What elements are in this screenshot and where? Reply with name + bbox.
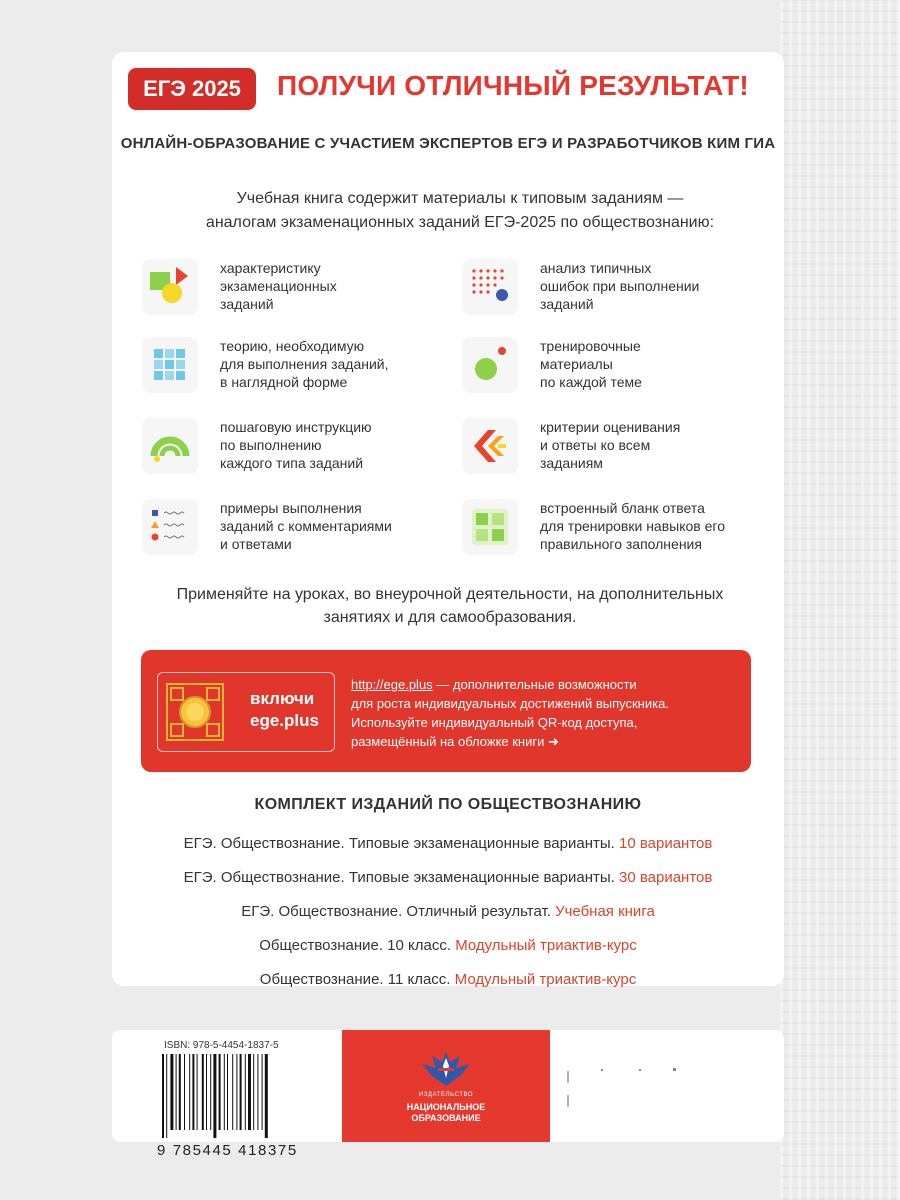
- feature-text: анализ типичных ошибок при выполнении заданий: [540, 260, 700, 312]
- barcode-bar: [227, 1054, 228, 1130]
- circles-icon: [462, 337, 518, 393]
- kit-item-title: Обществознание. 10 класс.: [259, 937, 456, 954]
- publisher-caption: ИЗДАТЕЛЬСТВО: [418, 1092, 474, 1098]
- feature-text: характеристику экзаменационных заданий: [220, 260, 337, 312]
- grid-icon: [142, 337, 198, 393]
- barcode-bar: [192, 1054, 194, 1130]
- barcode-bar: [176, 1054, 177, 1130]
- feature-item: [462, 259, 782, 319]
- barcode-bar: [202, 1054, 204, 1130]
- desc-line-1: — дополнительные возможности: [432, 677, 637, 692]
- feature-text: теорию, необходимую для выполнения заданий, в наглядной форме: [220, 338, 389, 390]
- usage-text: [130, 583, 770, 629]
- barcode-bar: [170, 1054, 173, 1130]
- form-icon: [462, 499, 518, 555]
- feature-text: встроенный бланк ответа для тренировки навыков его правильного заполнения: [540, 500, 725, 552]
- kit-item-accent: Модульный триактив-курс: [455, 937, 637, 954]
- kit-item: [112, 869, 784, 886]
- barcode-number: 9 785445 418375: [157, 1142, 298, 1159]
- dots-icon: [462, 259, 518, 315]
- kit-item: [112, 937, 784, 954]
- barcode-bar: [262, 1054, 263, 1130]
- kit-item-title: ЕГЭ. Обществознание. Отличный результат.: [241, 903, 556, 920]
- barcode-bar: [265, 1054, 268, 1138]
- barcode-bar: [206, 1054, 207, 1130]
- publisher-block: [342, 1030, 550, 1142]
- barcode-bar: [197, 1054, 198, 1130]
- ege-plus-label: [250, 688, 319, 732]
- shapes-icon: [142, 259, 198, 315]
- barcode-bar: [245, 1054, 246, 1130]
- intro-line-2: аналогам экзаменационных заданий ЕГЭ-2025 по обществознанию:: [205, 214, 715, 231]
- barcode-bar: [210, 1054, 211, 1130]
- feature-text: критерии оценивания и ответы ко всем заданиям: [540, 419, 681, 471]
- kit-item-title: ЕГЭ. Обществознание. Типовые экзаменационные варианты.: [183, 869, 619, 886]
- feature-item: [462, 499, 782, 559]
- ege-plus-banner: [141, 650, 751, 772]
- feature-text: примеры выполнения заданий с комментариями и ответами: [220, 500, 392, 552]
- barcode-bar: [253, 1054, 254, 1130]
- kit-item-title: Обществознание. 11 класс.: [259, 971, 455, 988]
- exam-year-badge: ЕГЭ 2025: [128, 68, 256, 110]
- ege-plus-logo-box: [157, 672, 335, 752]
- eagle-logo-icon: [416, 1048, 476, 1090]
- kit-item-accent: Учебная книга: [555, 903, 655, 920]
- price-sticker-remnant: [565, 1055, 715, 1115]
- kit-item: [112, 835, 784, 852]
- feature-text: пошаговую инструкцию по выполнению каждого типа заданий: [220, 419, 372, 471]
- barcode-bar: [166, 1054, 167, 1138]
- barcode-bar: [179, 1054, 181, 1130]
- kit-title: КОМПЛЕКТ ИЗДАНИЙ ПО ОБЩЕСТВОЗНАНИЮ: [254, 796, 642, 813]
- kit-item-accent: 10 вариантов: [619, 835, 713, 852]
- feature-item: [462, 337, 782, 397]
- list-icon: [142, 499, 198, 555]
- barcode-bar: [162, 1054, 164, 1138]
- kit-item-accent: 30 вариантов: [619, 869, 713, 886]
- barcode-bar: [219, 1054, 221, 1130]
- usage-line-2: занятиях и для самообразования.: [323, 609, 577, 626]
- desc-line-3: Используйте индивидуальный QR-код доступа,: [351, 715, 638, 730]
- barcode: [160, 1054, 294, 1138]
- banner-description: [351, 675, 741, 751]
- feature-item: [142, 499, 462, 559]
- kit-item: [112, 903, 784, 920]
- barcode-bar: [236, 1054, 237, 1130]
- feature-item: [142, 259, 462, 319]
- publisher-line-1: НАЦИОНАЛЬНОЕ: [406, 1102, 486, 1112]
- ege-plus-link[interactable]: http://ege.plus: [351, 677, 433, 692]
- arrow-icon: [462, 418, 518, 474]
- feature-item: [142, 418, 462, 478]
- barcode-bar: [189, 1054, 190, 1130]
- feature-item: [142, 337, 462, 397]
- barcode-bar: [184, 1054, 185, 1130]
- kit-item-title: ЕГЭ. Обществознание. Типовые экзаменационные варианты.: [183, 835, 619, 852]
- kit-item-accent: Модульный триактив-курс: [454, 971, 637, 988]
- desc-line-2: для роста индивидуальных достижений выпускника.: [351, 696, 669, 711]
- qr-coin-icon: [166, 683, 224, 741]
- feature-text: тренировочные материалы по каждой теме: [540, 338, 642, 390]
- barcode-bar: [257, 1054, 258, 1130]
- publisher-line-2: ОБРАЗОВАНИЕ: [411, 1113, 481, 1123]
- feature-item: [462, 418, 782, 478]
- barcode-bar: [213, 1054, 216, 1138]
- barcode-bar: [240, 1054, 242, 1130]
- headline: ПОЛУЧИ ОТЛИЧНЫЙ РЕЗУЛЬТАТ!: [277, 70, 749, 101]
- subheadline: ОНЛАЙН-ОБРАЗОВАНИЕ С УЧАСТИЕМ ЭКСПЕРТОВ ЕГЭ И РАЗРАБОТЧИКОВ КИМ ГИА: [120, 135, 776, 152]
- arc-icon: [142, 418, 198, 474]
- barcode-bar: [224, 1054, 225, 1130]
- isbn-label: ISBN: 978-5-4454-1837-5: [164, 1040, 279, 1051]
- label-line-2: ege.plus: [250, 711, 319, 730]
- kit-item: [112, 971, 784, 988]
- usage-line-1: Применяйте на уроках, во внеурочной деятельности, на дополнительных: [176, 586, 724, 603]
- background-texture: [780, 0, 900, 1200]
- barcode-bar: [232, 1054, 233, 1130]
- intro-line-1: Учебная книга содержит материалы к типовым заданиям —: [236, 190, 684, 207]
- label-line-1: включи: [250, 689, 315, 708]
- publisher-name: [342, 1102, 550, 1124]
- intro-text: [150, 187, 770, 235]
- desc-line-4: размещённый на обложке книги ➜: [351, 734, 559, 749]
- barcode-bar: [248, 1054, 251, 1130]
